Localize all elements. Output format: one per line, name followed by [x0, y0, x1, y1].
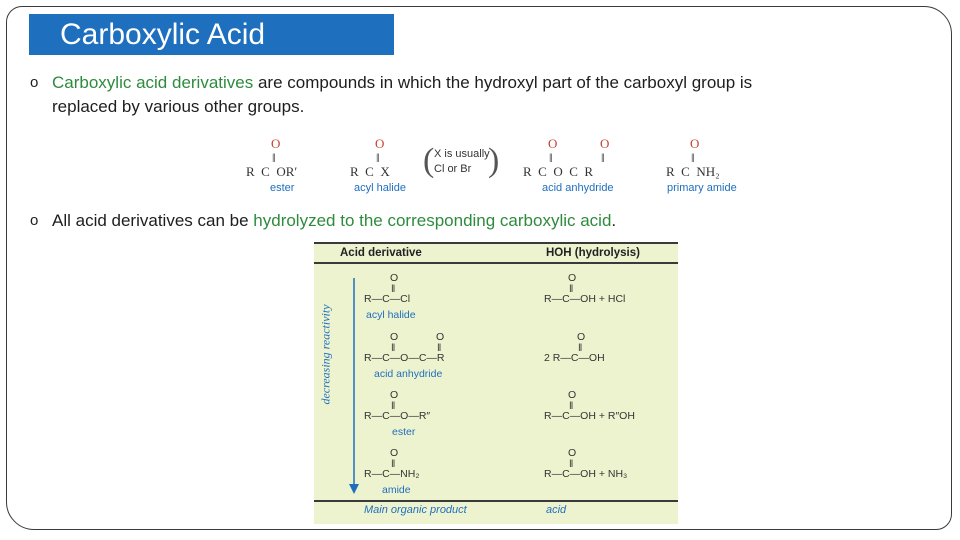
carbonyl-oxygen: O	[577, 331, 586, 343]
table-header	[314, 242, 678, 264]
double-bond: ‖	[549, 150, 553, 165]
carbonyl-oxygen: O	[568, 389, 577, 401]
double-bond: ‖	[569, 458, 574, 470]
carbonyl-oxygen: O	[390, 272, 399, 284]
table-row-label: ester	[392, 426, 416, 438]
ester-caption: ester	[270, 182, 295, 194]
table-row-right: 2 R—C—OH	[544, 352, 605, 364]
bullet2-text-before: All acid derivatives can be	[52, 211, 254, 230]
term-acid-derivatives: Carboxylic acid derivatives	[52, 73, 254, 92]
anhydride-caption: acid anhydride	[542, 182, 614, 194]
anhydride-formula: R C O C R	[523, 164, 594, 179]
bullet-mark: o	[30, 212, 39, 229]
table-row-label: acyl halide	[366, 309, 416, 321]
header-hydrolysis: HOH (hydrolysis)	[546, 247, 640, 259]
carbonyl-oxygen: O	[568, 272, 577, 284]
double-bond: ‖	[601, 150, 605, 165]
table-row-right: R—C—OH + R″OH	[544, 410, 635, 422]
double-bond: ‖	[569, 400, 574, 412]
table-row-right: R—C—OH + HCl	[544, 293, 626, 305]
carbonyl-oxygen: O	[690, 136, 700, 151]
reactivity-arrow	[344, 272, 364, 502]
double-bond: ‖	[437, 342, 442, 354]
footer-acid: acid	[546, 504, 567, 516]
table-row-right: R—C—OH + NH₃	[544, 468, 628, 480]
x-note-line1: X is usually	[434, 148, 490, 160]
header-acid-derivative: Acid derivative	[340, 247, 422, 259]
bullet-hydrolysis	[30, 209, 930, 233]
ester-formula: R C OR′	[246, 164, 298, 179]
table-row-left: R—C—O—C—R	[364, 352, 445, 364]
hydrolysis-table	[314, 242, 678, 524]
double-bond: ‖	[569, 283, 574, 295]
table-row-left: R—C—NH₂	[364, 468, 420, 480]
slide-title: Carboxylic Acid	[60, 18, 266, 51]
double-bond: ‖	[691, 150, 695, 165]
bullet-mark: o	[30, 74, 39, 91]
carbonyl-oxygen: O	[390, 447, 399, 459]
carbonyl-oxygen: O	[375, 136, 385, 151]
table-row-left: R—C—O—R″	[364, 410, 431, 422]
double-bond: ‖	[578, 342, 583, 354]
x-note-line2: Cl or Br	[434, 163, 472, 175]
double-bond: ‖	[376, 150, 380, 165]
table-row-left: R—C—Cl	[364, 293, 411, 305]
bullet2-text-after: .	[611, 211, 617, 230]
bullet-text-line2: replaced by various other groups.	[52, 97, 305, 116]
reactivity-axis-label: decreasing reactivity	[318, 304, 333, 405]
double-bond: ‖	[391, 342, 396, 354]
double-bond: ‖	[391, 400, 396, 412]
carbonyl-oxygen: O	[390, 331, 399, 343]
acyl-halide-caption: acyl halide	[354, 182, 406, 194]
term-hydrolyzed: hydrolyzed to the corresponding carboxylic acid	[253, 211, 612, 230]
table-row-label: amide	[382, 484, 411, 496]
note-paren-right: )	[488, 142, 500, 179]
carbonyl-oxygen: O	[436, 331, 445, 343]
amide-caption: primary amide	[667, 182, 737, 194]
carbonyl-oxygen: O	[548, 136, 558, 151]
carbonyl-oxygen: O	[568, 447, 577, 459]
bullet-text-line1: are compounds in which the hydroxyl part of the carboxyl group is	[253, 73, 753, 92]
footer-main-product: Main organic product	[364, 504, 467, 516]
bullet-derivatives	[30, 71, 930, 119]
note-paren-left: (	[423, 142, 435, 179]
double-bond: ‖	[391, 458, 396, 470]
acyl-halide-formula: R C X	[350, 164, 390, 179]
table-row-label: acid anhydride	[374, 368, 443, 380]
amide-formula: R C NH₂	[666, 164, 720, 179]
derivative-structures	[230, 130, 760, 200]
carbonyl-oxygen: O	[271, 136, 281, 151]
carbonyl-oxygen: O	[390, 389, 399, 401]
double-bond: ‖	[272, 150, 276, 165]
carbonyl-oxygen: O	[600, 136, 610, 151]
table-footer	[314, 500, 678, 524]
double-bond: ‖	[391, 283, 396, 295]
